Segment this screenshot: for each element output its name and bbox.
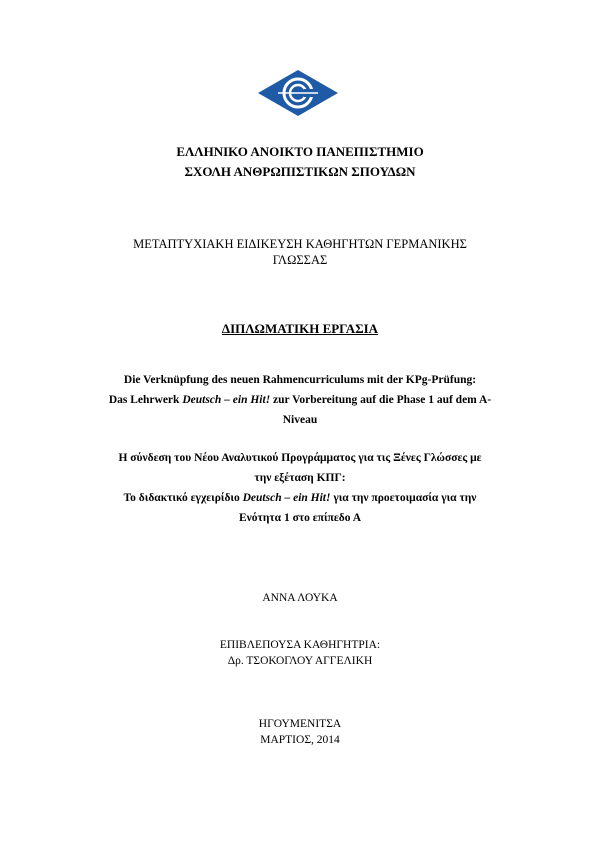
university-name: ΕΛΛΗΝΙΚΟ ΑΝΟΙΚΤΟ ΠΑΝΕΠΙΣΤΗΜΙΟ xyxy=(176,144,424,159)
place-date-block xyxy=(60,716,540,748)
program-line-2: ΓΛΩΣΣΑΣ xyxy=(272,253,328,267)
book-title: Deutsch – ein Hit! xyxy=(182,394,271,406)
german-title-line-1: Die Verknüpfung des neuen Rahmencurriculums mit der KPg-Prüfung: xyxy=(123,374,477,386)
greek-title-line-1: Η σύνδεση του Νέου Αναλυτικού Προγράμματος για τις Ξένες Γλώσσες με xyxy=(118,452,482,464)
greek-book-title: Deutsch – ein Hit! xyxy=(242,492,331,504)
greek-title xyxy=(85,448,515,528)
supervisor-name: Δρ. ΤΣΟΚΟΓΛΟΥ ΑΓΓΕΛΙΚΗ xyxy=(227,655,373,667)
university-header xyxy=(60,142,540,182)
supervisor-block xyxy=(60,637,540,669)
program-title xyxy=(60,236,540,268)
program-line-1: ΜΕΤΑΠΤΥΧΙΑΚΗ ΕΙΔΙΚΕΥΣΗ ΚΑΘΗΓΗΤΩΝ ΓΕΡΜΑΝΙΚΗΣ xyxy=(133,237,467,251)
university-logo-icon xyxy=(258,70,338,116)
thesis-label: ΔΙΠΛΩΜΑΤΙΚΗ ΕΡΓΑΣΙΑ xyxy=(221,321,379,336)
greek-title-line-3-post: για την προετοιμασία για την xyxy=(330,492,477,504)
supervisor-label: ΕΠΙΒΛΕΠΟΥΣΑ ΚΑΘΗΓΗΤΡΙΑ: xyxy=(219,639,381,651)
german-title-line-3: Niveau xyxy=(282,414,318,426)
greek-title-line-3-pre: Το διδακτικό εγχειρίδιο xyxy=(123,492,243,504)
date: ΜΑΡΤΙΟΣ, 2014 xyxy=(260,734,340,746)
german-title-line-2-post: zur Vorbereitung auf die Phase 1 auf dem A- xyxy=(270,394,492,406)
greek-title-line-4: Ενότητα 1 στο επίπεδο Α xyxy=(238,512,362,524)
school-name: ΣΧΟΛΗ ΑΝΘΡΩΠΙΣΤΙΚΩΝ ΣΠΟΥΔΩΝ xyxy=(184,164,416,179)
greek-title-line-3 xyxy=(85,488,515,508)
author-name: ΑΝΝΑ ΛΟΥΚΑ xyxy=(262,592,338,604)
german-title xyxy=(85,370,515,430)
city: ΗΓΟΥΜΕΝΙΤΣΑ xyxy=(258,718,342,730)
greek-title-line-2: την εξέταση ΚΠΓ: xyxy=(254,472,346,484)
german-title-line-2-pre: Das Lehrwerk xyxy=(108,394,183,406)
german-title-line-2 xyxy=(85,390,515,410)
